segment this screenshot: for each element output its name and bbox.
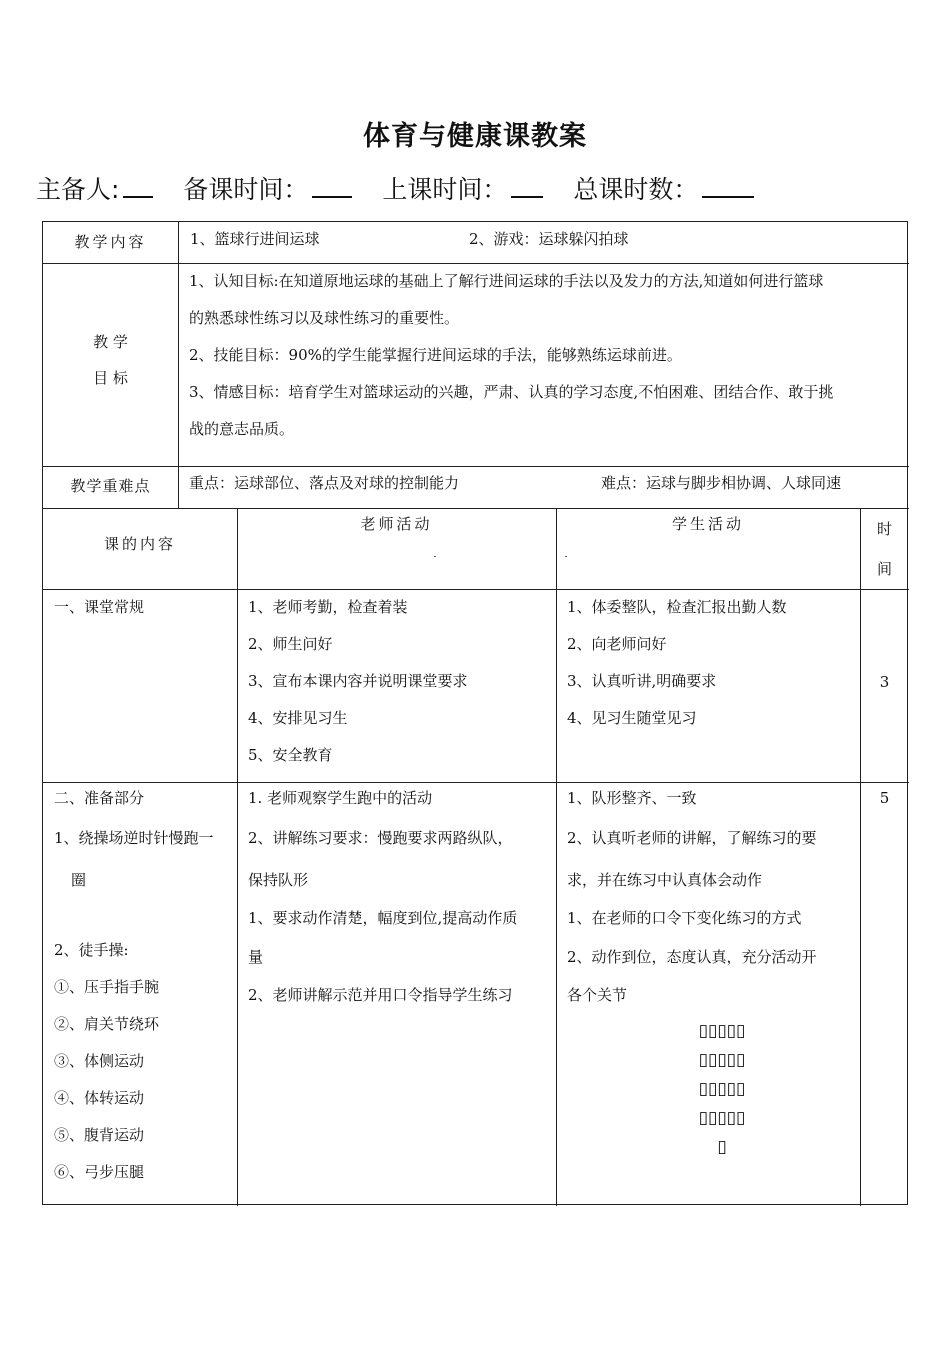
student-line: 2、认真听老师的讲解，了解练习的要 <box>567 829 817 847</box>
student-line: 3、认真听讲,明确要求 <box>567 672 717 690</box>
section-2-student <box>567 780 857 1014</box>
teacher-line: 2、讲解练习要求：慢跑要求两路纵队， <box>248 829 513 847</box>
meta-line <box>36 170 754 206</box>
header-time-line-2: 间 <box>876 560 892 578</box>
content-label: 教学内容 <box>74 233 147 251</box>
goal-line: 2、技能目标：90%的学生能掌握行进间运球的手法，能够熟练运球前进。 <box>189 346 682 364</box>
content-item-1: 1、篮球行进间运球 <box>190 230 320 248</box>
content-line: ③、体侧运动 <box>54 1052 145 1070</box>
content-line: 一、课堂常规 <box>54 598 145 616</box>
formation-row: ▯▯▯▯▯ <box>698 1108 746 1128</box>
student-line: 求，并在练习中认真体会动作 <box>567 871 763 889</box>
content-line: ⑤、腹背运动 <box>54 1126 145 1144</box>
content-line: ①、压手指手腕 <box>54 978 160 996</box>
teacher-line: 2、师生问好 <box>248 635 333 653</box>
col-divider <box>237 508 238 1206</box>
content-item-2: 2、游戏：运球躲闪拍球 <box>469 230 629 248</box>
preparer-label: 主备人: <box>36 175 120 204</box>
prep-time-blank <box>312 174 352 198</box>
section-1-content <box>54 589 144 626</box>
student-line: 4、见习生随堂见习 <box>567 709 697 727</box>
teacher-line: 4、安排见习生 <box>248 709 348 727</box>
preparer-blank <box>123 174 153 198</box>
formation-diagram <box>682 1017 762 1162</box>
content-line: ⑥、弓步压腿 <box>54 1163 145 1181</box>
goal-line: 的熟悉球性练习以及球性练习的重要性。 <box>189 309 460 327</box>
formation-row: ▯ <box>717 1137 727 1157</box>
goals-label-line-2: 目 标 <box>93 369 128 387</box>
student-line: 2、动作到位，态度认真，充分活动开 <box>567 948 817 966</box>
header-teacher: 老师活动 <box>360 515 433 533</box>
section-1-student <box>567 589 787 737</box>
student-line: 1、体委整队，检查汇报出勤人数 <box>567 598 787 616</box>
content-line: ②、肩关节绕环 <box>54 1015 160 1033</box>
content-line: ④、体转运动 <box>54 1089 145 1107</box>
teacher-line: 3、宣布本课内容并说明课堂要求 <box>248 672 468 690</box>
section-2-time: 5 <box>879 789 890 807</box>
student-line: 各个关节 <box>567 986 628 1004</box>
teacher-line: 2、老师讲解示范并用口令指导学生练习 <box>248 986 513 1004</box>
total-hours-blank <box>702 174 754 198</box>
scan-speck <box>434 556 436 557</box>
teacher-line: 1、要求动作清楚，幅度到位,提高动作质 <box>248 909 518 927</box>
student-line: 1、在老师的口令下变化练习的方式 <box>567 909 802 927</box>
header-time <box>860 509 909 589</box>
section-1-time: 3 <box>879 673 890 691</box>
col-divider <box>860 508 861 1206</box>
section-1-teacher <box>248 589 468 774</box>
class-time-blank <box>511 174 543 198</box>
page-title: 体育与健康课教案 <box>363 121 587 152</box>
content-line: 1、绕操场逆时针慢跑一 <box>54 829 214 847</box>
total-hours-label: 总课时数： <box>573 175 699 204</box>
formation-row: ▯▯▯▯▯ <box>698 1079 746 1099</box>
goal-line: 1、认知目标:在知道原地运球的基础上了解行进间运球的手法以及发力的方法,知道如何进行篮球 <box>189 272 824 290</box>
header-student: 学生活动 <box>671 515 744 533</box>
content-line: 圈 <box>71 871 87 889</box>
key-point: 重点：运球部位、落点及对球的控制能力 <box>189 474 460 492</box>
formation-row: ▯▯▯▯▯ <box>698 1021 746 1041</box>
lesson-plan-table <box>42 221 908 1205</box>
class-time-label: 上课时间： <box>382 175 508 204</box>
content-line: 二、准备部分 <box>54 789 145 807</box>
prep-time-label: 备课时间： <box>183 175 309 204</box>
col-divider <box>178 222 179 508</box>
formation-row: ▯▯▯▯▯ <box>698 1050 746 1070</box>
difficulty-label: 教学重难点 <box>70 477 151 495</box>
teacher-line: 量 <box>248 948 264 966</box>
difficult-point: 难点：运球与脚步相协调、人球同速 <box>601 474 842 492</box>
teacher-line: 1. 老师观察学生跑中的活动 <box>248 789 433 807</box>
col-divider <box>556 508 557 1206</box>
goals-text <box>189 263 904 448</box>
header-content: 课的内容 <box>103 535 176 553</box>
teacher-line: 保持队形 <box>248 871 309 889</box>
content-line: 2、徒手操: <box>54 941 129 959</box>
content-spacer <box>54 900 234 932</box>
goal-line: 战的意志品质。 <box>189 420 295 438</box>
student-line: 2、向老师问好 <box>567 635 667 653</box>
teacher-line: 5、安全教育 <box>248 746 333 764</box>
section-2-teacher <box>248 780 553 1014</box>
section-2-content <box>54 780 234 1191</box>
goals-label <box>43 324 178 396</box>
goal-line: 3、情感目标：培育学生对篮球运动的兴趣，严肃、认真的学习态度,不怕困难、团结合作、敢于挑 <box>189 383 834 401</box>
teacher-line: 1、老师考勤，检查着装 <box>248 598 408 616</box>
goals-label-line-1: 教 学 <box>93 333 128 351</box>
student-line: 1、队形整齐、一致 <box>567 789 697 807</box>
scan-speck <box>565 556 567 557</box>
header-time-line-1: 时 <box>876 520 892 538</box>
